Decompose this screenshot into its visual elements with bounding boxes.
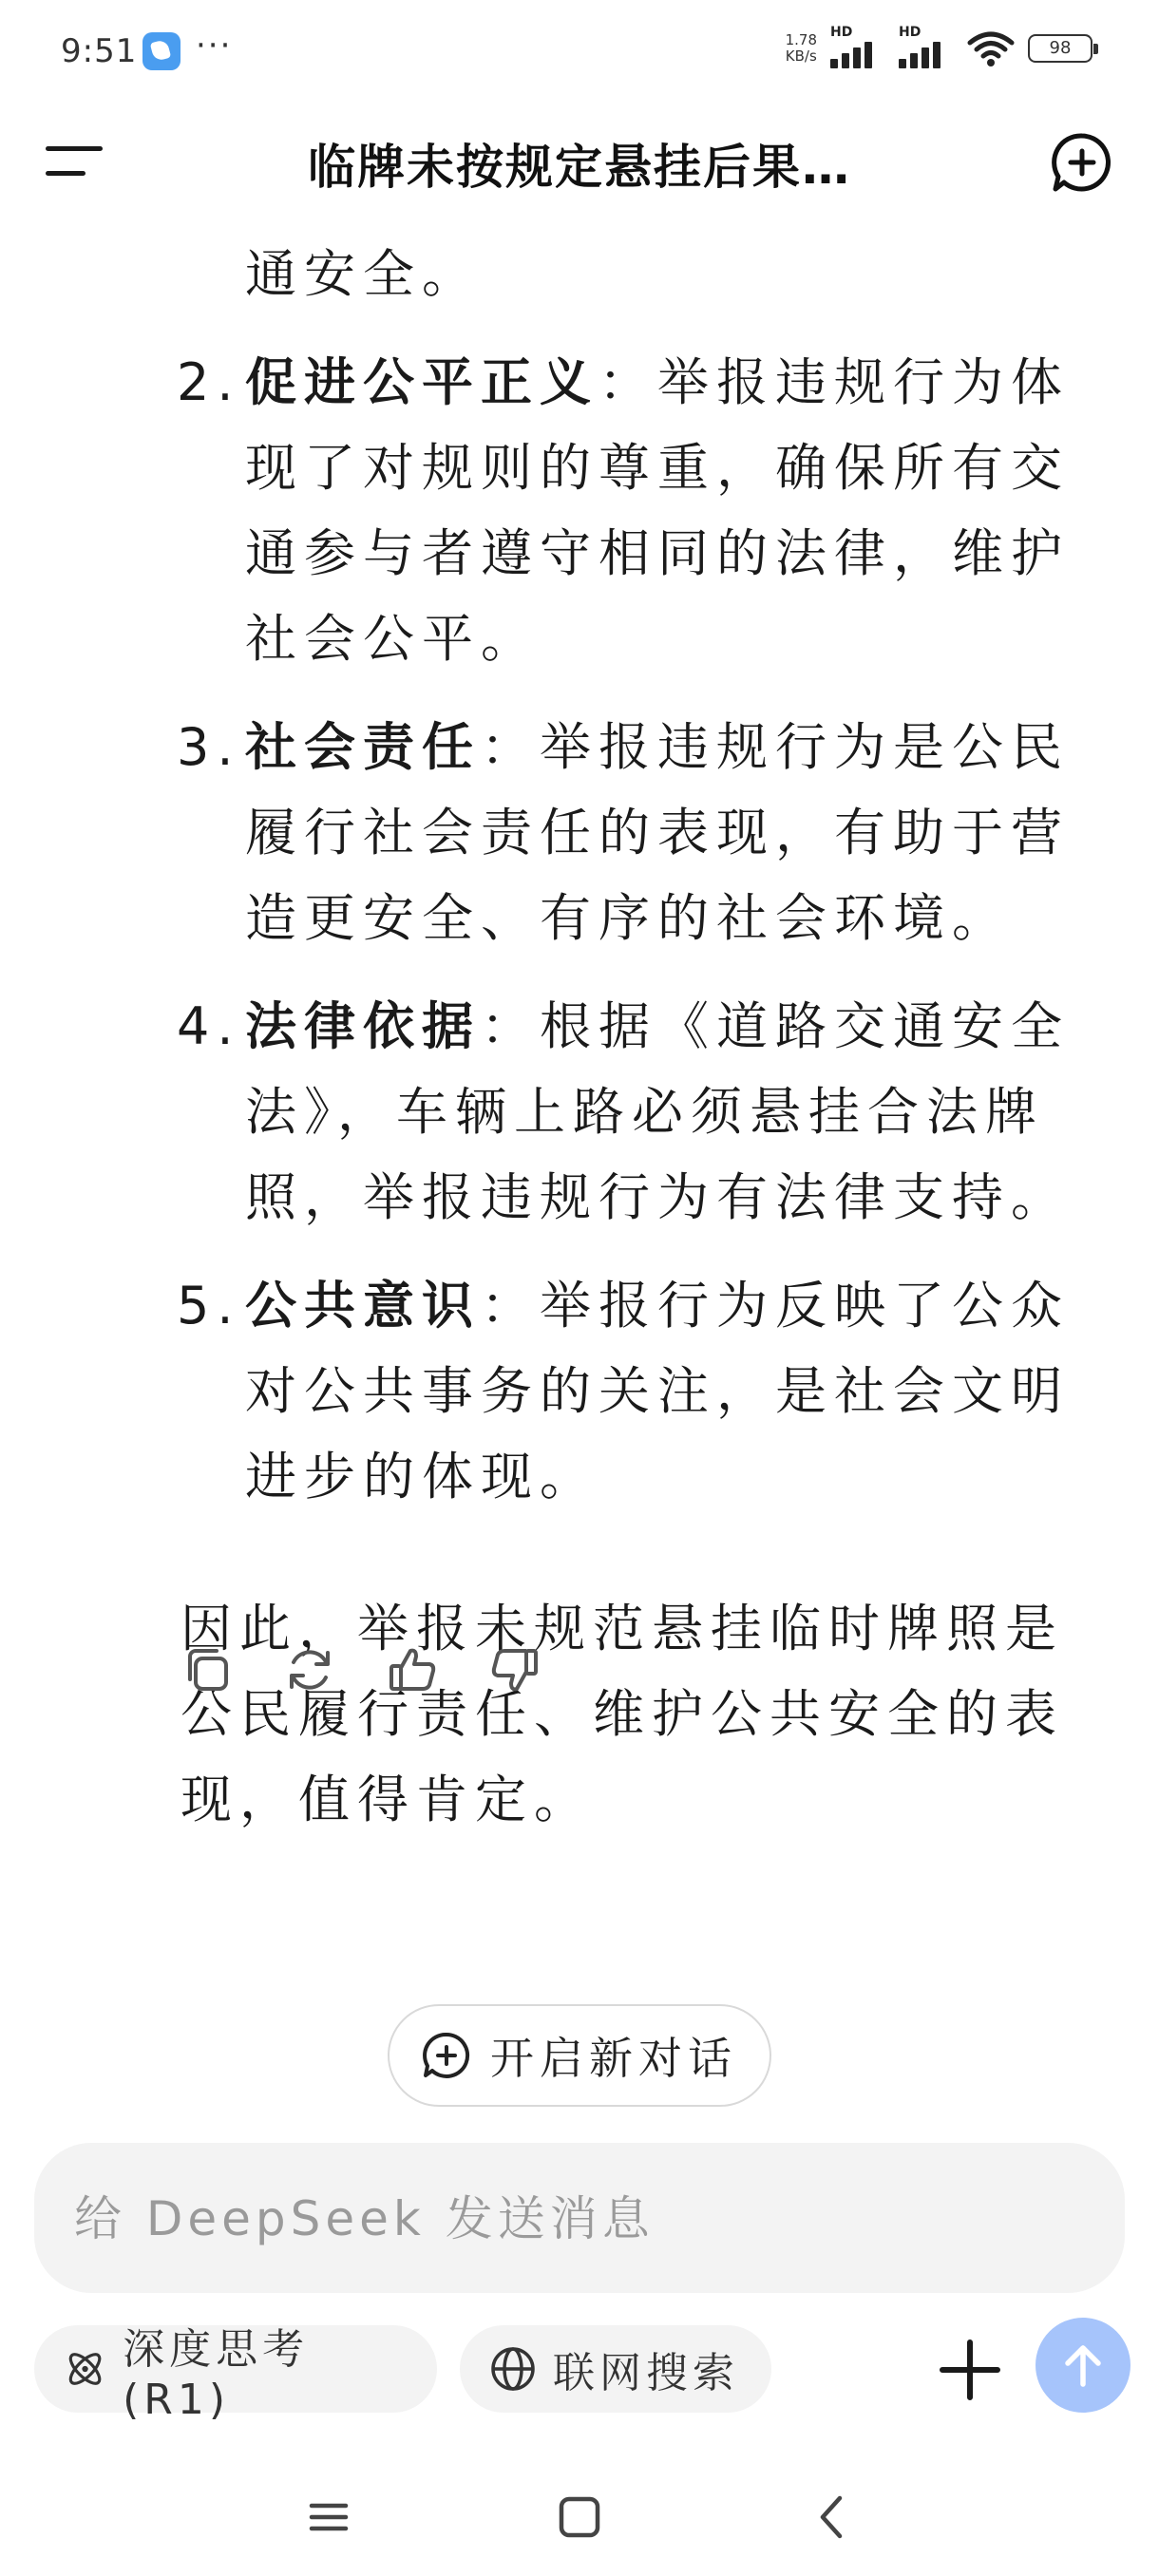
- sim1-hd-label: HD: [830, 25, 853, 40]
- list-item: [0, 984, 1159, 1241]
- thumbs-up-icon[interactable]: [386, 1643, 439, 1696]
- recent-apps-icon[interactable]: [300, 2489, 357, 2546]
- message-actions: [180, 1643, 542, 1696]
- battery-icon: 98: [1028, 34, 1092, 63]
- signal-sim1-icon: [830, 25, 885, 68]
- network-speed-unit: KB/s: [785, 47, 817, 65]
- message-input[interactable]: [72, 2185, 1083, 2253]
- deep-think-toggle[interactable]: [34, 2324, 437, 2424]
- new-conversation-label: 开启新对话: [490, 2033, 737, 2084]
- list-item-number: 5.: [177, 1276, 241, 1335]
- signal-sim2-icon: [899, 25, 954, 68]
- home-icon[interactable]: [551, 2489, 608, 2546]
- new-chat-icon[interactable]: [1051, 131, 1113, 194]
- list-item-number: 2.: [177, 352, 241, 412]
- menu-icon[interactable]: [46, 142, 103, 180]
- status-right: [785, 25, 1092, 68]
- send-button[interactable]: [1036, 2318, 1130, 2413]
- list-item-title: 社会责任: [245, 717, 481, 777]
- list-item-sep: ：: [481, 1276, 540, 1335]
- list-item: [0, 705, 1159, 961]
- assistant-message: [0, 218, 1159, 1852]
- thumbs-down-icon[interactable]: [488, 1643, 542, 1696]
- list-item-sep: ：: [481, 996, 540, 1056]
- sim2-hd-label: HD: [899, 25, 922, 40]
- web-search-toggle[interactable]: [460, 2325, 771, 2413]
- back-icon[interactable]: [804, 2489, 861, 2546]
- list-item: [0, 340, 1159, 682]
- conversation-title: 临牌未按规定悬挂后果…: [308, 140, 851, 195]
- message-composer[interactable]: [34, 2143, 1125, 2293]
- list-item-text: 举报违规行为体现了对规则的尊重，确保所有交通参与者遵守相同的法律，维护社会公平。: [245, 352, 1070, 669]
- deep-think-label: 深度思考 (R1): [123, 2324, 310, 2424]
- more-notifications-icon: ···: [196, 27, 233, 65]
- network-speed: [786, 32, 817, 65]
- app-header: [0, 104, 1159, 218]
- copy-icon[interactable]: [180, 1643, 234, 1696]
- wifi-icon: [967, 29, 1015, 67]
- network-speed-value: 1.78: [785, 31, 817, 48]
- app-notification-icon: [142, 32, 180, 70]
- list-item-text: 根据《道路交通安全法》，车辆上路必须悬挂合法牌照，举报违规行为有法律支持。: [245, 996, 1070, 1227]
- atom-icon: [63, 2344, 107, 2394]
- reasons-list: [0, 340, 1159, 1520]
- list-item-title: 法律依据: [245, 996, 481, 1056]
- status-bar: [0, 0, 1159, 104]
- web-search-label: 联网搜索: [553, 2349, 739, 2397]
- system-navigation-bar: [0, 2470, 1159, 2576]
- list-item-sep: ：: [598, 352, 657, 412]
- new-conversation-button[interactable]: [388, 2004, 771, 2107]
- list-item-text: 举报违规行为是公民履行社会责任的表现，有助于营造更安全、有序的社会环境。: [245, 717, 1070, 948]
- list-item-text: 举报行为反映了公众对公共事务的关注，是社会文明进步的体现。: [245, 1276, 1070, 1506]
- list-item-title: 公共意识: [245, 1276, 481, 1335]
- list-item-sep: ：: [481, 717, 540, 777]
- add-attachment-icon[interactable]: [935, 2335, 1005, 2405]
- globe-icon: [488, 2344, 538, 2394]
- list-item: [0, 1263, 1159, 1520]
- regenerate-icon[interactable]: [283, 1643, 336, 1696]
- arrow-up-icon: [1056, 2339, 1110, 2392]
- list-item-number: 4.: [177, 996, 241, 1056]
- list-item-number: 3.: [177, 717, 241, 777]
- list-item-title: 促进公平正义: [245, 352, 598, 412]
- continuation-text: 通安全。: [245, 244, 481, 304]
- status-time: 9:51: [61, 32, 138, 70]
- new-chat-icon: [422, 2031, 471, 2080]
- conclusion-paragraph: 因此，举报未规范悬挂临时牌照是公民履行责任、维护公共安全的表现，值得肯定。: [180, 1599, 1064, 1829]
